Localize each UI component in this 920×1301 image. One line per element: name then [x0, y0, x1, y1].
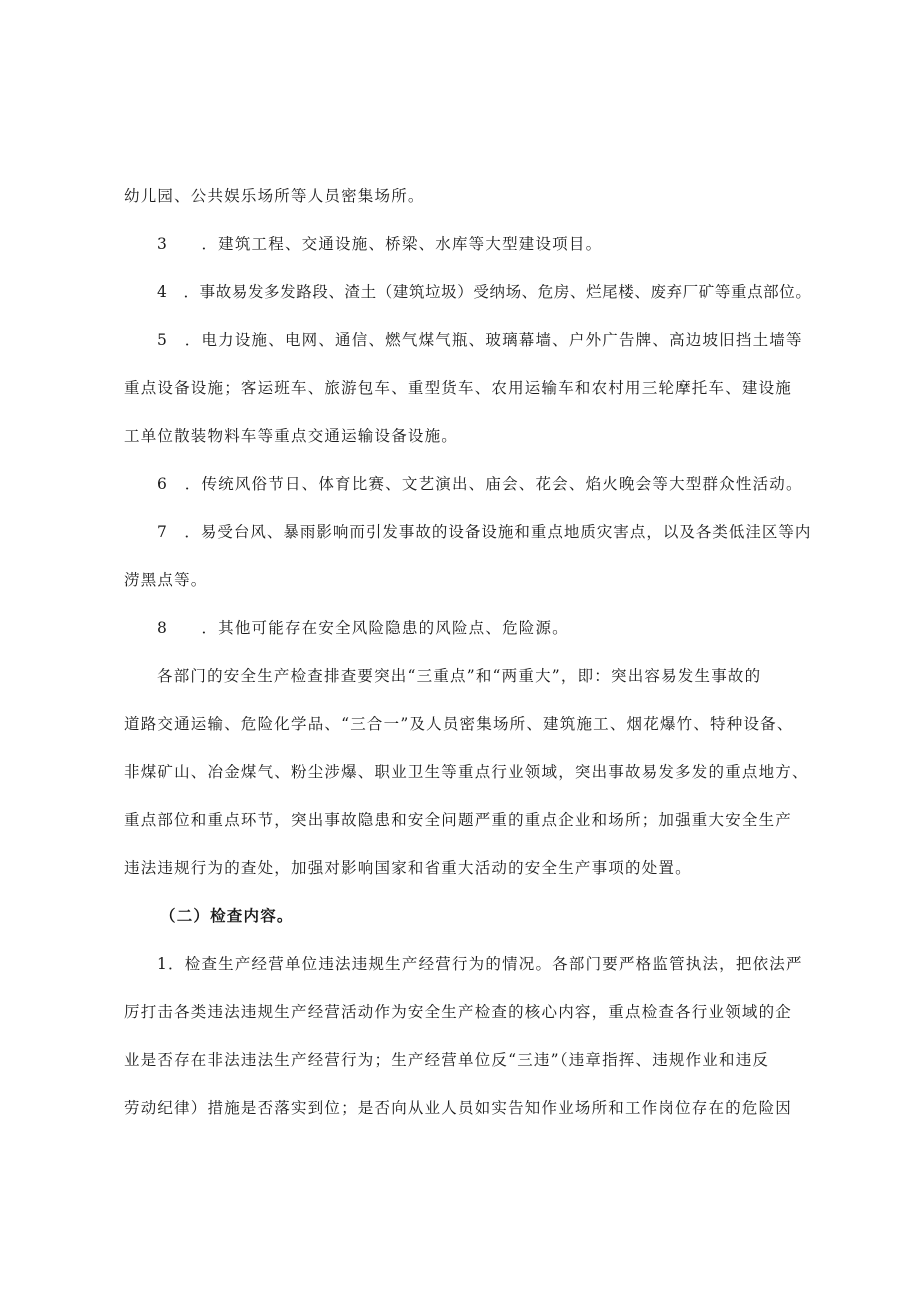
- paragraph-line: 非煤矿山、冶金煤气、粉尘涉爆、职业卫生等重点行业领域，突出事故易发多发的重点地方、: [124, 763, 809, 781]
- paragraph-line: 工单位散装物料车等重点交通运输设备设施。: [124, 427, 459, 445]
- list-item-7: 7 ．易受台风、暴雨影响而引发事故的设备设施和重点地质灾害点，以及各类低洼区等内: [157, 523, 812, 541]
- list-item-4: 4 ．事故易发多发路段、渣土（建筑垃圾）受纳场、危房、烂尾楼、废弃厂矿等重点部位。: [157, 283, 812, 301]
- paragraph-line: 重点设备设施；客运班车、旅游包车、重型货车、农用运输车和农村用三轮摩托车、建设施: [124, 379, 793, 397]
- paragraph-line: 涝黑点等。: [124, 571, 208, 589]
- list-item-3: 3 ．建筑工程、交通设施、桥梁、水库等大型建设项目。: [157, 235, 603, 253]
- paragraph-line: 厉打击各类违法违规生产经营活动作为安全生产检查的核心内容，重点检查各行业领域的企: [124, 1003, 793, 1021]
- paragraph-line: 各部门的安全生产检查排查要突出“三重点”和“两重大”，即：突出容易发生事故的: [157, 667, 762, 685]
- paragraph-line: 违法违规行为的查处，加强对影响国家和省重大活动的安全生产事项的处置。: [124, 859, 692, 877]
- paragraph-line: 道路交通运输、危险化学品、“三合一”及人员密集场所、建筑施工、烟花爆竹、特种设备、: [124, 715, 794, 733]
- list-item-6: 6 ．传统风俗节日、体育比赛、文艺演出、庙会、花会、焰火晚会等大型群众性活动。: [157, 475, 803, 493]
- list-item-1: 1．检查生产经营单位违法违规生产经营行为的情况。各部门要严格监管执法，把依法严: [157, 955, 803, 973]
- paragraph-line: 重点部位和重点环节，突出事故隐患和安全问题严重的重点企业和场所；加强重大安全生产: [124, 811, 793, 829]
- paragraph-line: 幼儿园、公共娱乐场所等人员密集场所。: [124, 187, 425, 205]
- list-item-5: 5 ．电力设施、电网、通信、燃气煤气瓶、玻璃幕墙、户外广告牌、高边坡旧挡土墙等: [157, 331, 803, 349]
- list-item-8: 8 ．其他可能存在安全风险隐患的风险点、危险源。: [157, 619, 569, 637]
- paragraph-line: 业是否存在非法违法生产经营行为；生产经营单位反“三违”（违章指挥、违规作业和违反: [124, 1051, 770, 1069]
- paragraph-line: 劳动纪律）措施是否落实到位；是否向从业人员如实告知作业场所和工作岗位存在的危险因: [124, 1099, 793, 1117]
- section-heading: （二）检查内容。: [160, 906, 294, 925]
